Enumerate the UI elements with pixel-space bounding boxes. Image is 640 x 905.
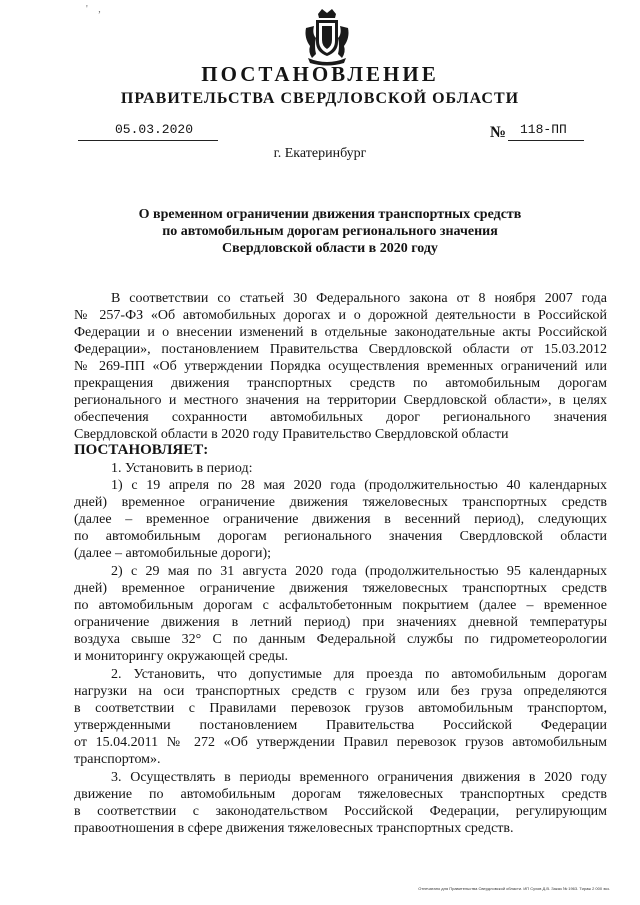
body-line: 2. Установить, что допустимые для проезда по автомобильным дорогам bbox=[111, 667, 607, 682]
body-line: движение по автомобильным дорогам тяжеловесных транспортных средств bbox=[74, 787, 607, 802]
body-line: ограничение движения в летний период) при значениях дневной температуры bbox=[74, 615, 607, 630]
body-line: 1. Установить в период: bbox=[111, 461, 253, 476]
coat-of-arms-emblem bbox=[302, 8, 352, 66]
scan-artifact: ' , bbox=[86, 4, 105, 15]
issuer-subtitle: ПРАВИТЕЛЬСТВА СВЕРДЛОВСКОЙ ОБЛАСТИ bbox=[120, 90, 520, 107]
number-underline bbox=[508, 140, 584, 141]
body-line: в соответствии с законодательством Российской Федерации, регулирующим bbox=[74, 804, 607, 819]
body-line: транспортом». bbox=[74, 752, 161, 767]
body-line: утвержденными постановлением Правительства Российской Федерации bbox=[74, 718, 607, 733]
city-line: г. Екатеринбург bbox=[273, 146, 367, 161]
body-line: от 15.04.2011 № 272 «Об утверждении Правил перевозок грузов автомобильным bbox=[74, 735, 607, 750]
decree-keyword: ПОСТАНОВЛЯЕТ: bbox=[74, 442, 209, 458]
document-type-title: ПОСТАНОВЛЕНИЕ bbox=[201, 62, 439, 86]
body-line: (далее – временное ограничение движения в весенний период), следующих bbox=[74, 512, 607, 527]
body-line: регионального и местного значения на территории Свердловской области», в целях bbox=[74, 393, 607, 408]
body-line: 1) с 19 апреля по 28 мая 2020 года (продолжительностью 40 календарных bbox=[111, 478, 607, 493]
body-line: 2) с 29 мая по 31 августа 2020 года (продолжительностью 95 календарных bbox=[111, 564, 607, 579]
number-label: № bbox=[490, 124, 507, 141]
body-line: № 257-ФЗ «Об автомобильных дорогах и о дорожной деятельности в Российской bbox=[74, 308, 607, 323]
document-date: 05.03.2020 bbox=[115, 122, 194, 137]
body-line: Федерации», постановлением Правительства Свердловской области от 15.03.2012 bbox=[74, 342, 607, 357]
body-line: 3. Осуществлять в периоды временного ограничения движения в 2020 году bbox=[111, 770, 607, 785]
body-line: в соответствии с Правилами перевозок грузов автомобильным транспортом, bbox=[74, 701, 607, 716]
body-line: правоотношения в сфере движения тяжеловесных транспортных средств. bbox=[74, 821, 514, 836]
body-line: воздуха свыше 32° С по данным Федеральной службы по гидрометеорологии bbox=[74, 632, 607, 647]
body-line: прекращения движения транспортных средств по автомобильным дорогам bbox=[74, 376, 607, 391]
print-imprint-footer: Отпечатано для Правительства Свердловской области. ИП Сухов Д.В. Заказ № 1963. Тираж 2 000 экз. bbox=[418, 886, 610, 891]
body-line: обеспечения сохранности автомобильных дорог регионального значения bbox=[74, 410, 607, 425]
body-line: нагрузки на оси транспортных средств с грузом или без груза определяются bbox=[74, 684, 607, 699]
body-line: № 269-ПП «Об утверждении Порядка осуществления временных ограничений или bbox=[74, 359, 607, 374]
body-line: дней) временное ограничение движения тяжеловесных транспортных средств bbox=[74, 495, 607, 510]
heading-line: О временном ограничении движения транспортных средств bbox=[138, 207, 522, 222]
body-line: по автомобильным дорогам с асфальтобетонным покрытием (далее – временное bbox=[74, 598, 607, 613]
document-heading bbox=[80, 206, 580, 257]
heading-line: Свердловской области в 2020 году bbox=[222, 241, 438, 256]
body-line: (далее – автомобильные дороги); bbox=[74, 546, 272, 561]
date-underline bbox=[78, 140, 218, 141]
body-line: дней) временное ограничение движения тяжеловесных транспортных средств bbox=[74, 581, 607, 596]
body-line: по автомобильным дорогам регионального значения Свердловской области bbox=[74, 529, 607, 544]
document-number: 118-ПП bbox=[520, 122, 567, 137]
heading-line: по автомобильным дорогам регионального значения bbox=[162, 224, 498, 239]
body-line: В соответствии со статьей 30 Федерального закона от 8 ноября 2007 года bbox=[111, 291, 607, 306]
body-line: и мониторингу окружающей среды. bbox=[74, 649, 289, 664]
body-line: Федерации и о внесении изменений в отдельные законодательные акты Российской bbox=[74, 325, 607, 340]
body-line: Свердловской области в 2020 году Правительство Свердловской области bbox=[74, 427, 509, 442]
